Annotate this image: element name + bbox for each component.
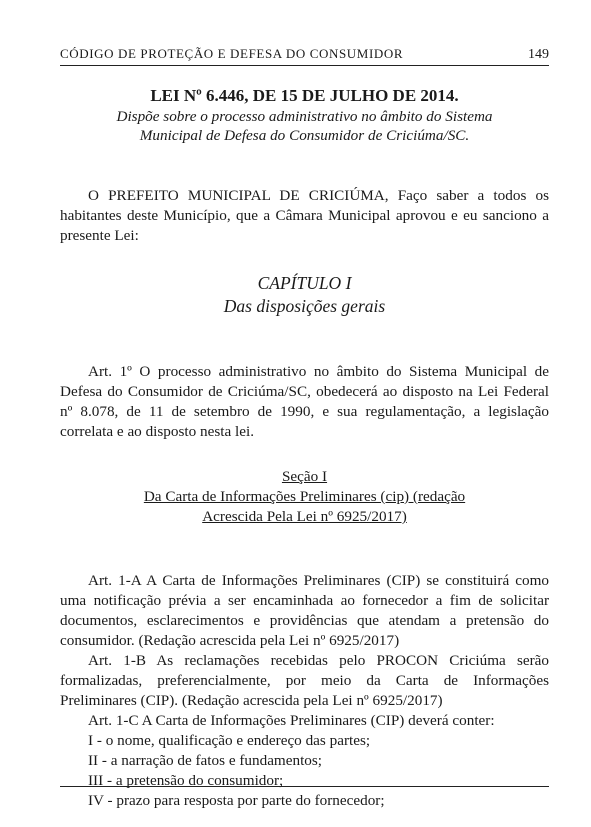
header-rule	[60, 65, 549, 66]
chapter-label: CAPÍTULO I	[257, 273, 352, 293]
article-1a: Art. 1-A A Carta de Informações Preliminares (CIP) se constituirá como uma notificação prévia a ser encaminhada ao fornecedor a fim de solicitar documentos, esclarecimentos e providências que atendam a pretensão do consumidor. (Redação acrescida pela Lei nº 6925/2017)	[60, 572, 549, 649]
list-item: III - a pretensão do consumidor;	[88, 772, 284, 789]
page-body	[60, 85, 549, 811]
article-1: Art. 1º O processo administrativo no âmbito do Sistema Municipal de Defesa do Consumidor de Criciúma/SC, obedecerá ao disposto na Lei Federal nº 8.078, de 11 de setembro de 1990, e sua regulamentação, a legislação correlata e ao disposto nesta lei.	[60, 363, 549, 440]
section-title-line-2: Acrescida Pela Lei nº 6925/2017)	[202, 508, 407, 525]
running-title: CÓDIGO DE PROTEÇÃO E DEFESA DO CONSUMIDOR	[60, 46, 404, 61]
law-summary	[60, 107, 549, 145]
law-summary-line-2: Municipal de Defesa do Consumidor de Criciúma/SC.	[139, 127, 470, 144]
article-1b: Art. 1-B As reclamações recebidas pelo PROCON Criciúma serão formalizadas, preferencialmente, por meio da Carta de Informações Preliminares (CIP). (Redação acrescida pela Lei nº 6925/2017)	[60, 652, 549, 709]
article-1c: Art. 1-C A Carta de Informações Preliminares (CIP) deverá conter:	[88, 712, 495, 729]
running-header	[60, 46, 549, 63]
footer-rule	[60, 786, 549, 787]
chapter-heading	[60, 272, 549, 318]
list-item: II - a narração de fatos e fundamentos;	[88, 752, 323, 769]
enactment-paragraph: O PREFEITO MUNICIPAL DE CRICIÚMA, Faço saber a todos os habitantes deste Município, que a Câmara Municipal aprovou e eu sanciono a presente Lei:	[60, 187, 549, 244]
page-number: 149	[528, 47, 549, 62]
section-label: Seção I	[281, 468, 328, 485]
chapter-name: Das disposições gerais	[223, 296, 386, 316]
section-heading	[60, 467, 549, 527]
law-title: LEI Nº 6.446, DE 15 DE JULHO DE 2014.	[150, 86, 459, 105]
section-title-line-1: Da Carta de Informações Preliminares (cip) (redação	[143, 488, 466, 505]
law-summary-line-1: Dispõe sobre o processo administrativo no âmbito do Sistema	[116, 108, 493, 125]
list-item: IV - prazo para resposta por parte do fornecedor;	[88, 792, 385, 809]
list-item: I - o nome, qualificação e endereço das partes;	[88, 732, 371, 749]
